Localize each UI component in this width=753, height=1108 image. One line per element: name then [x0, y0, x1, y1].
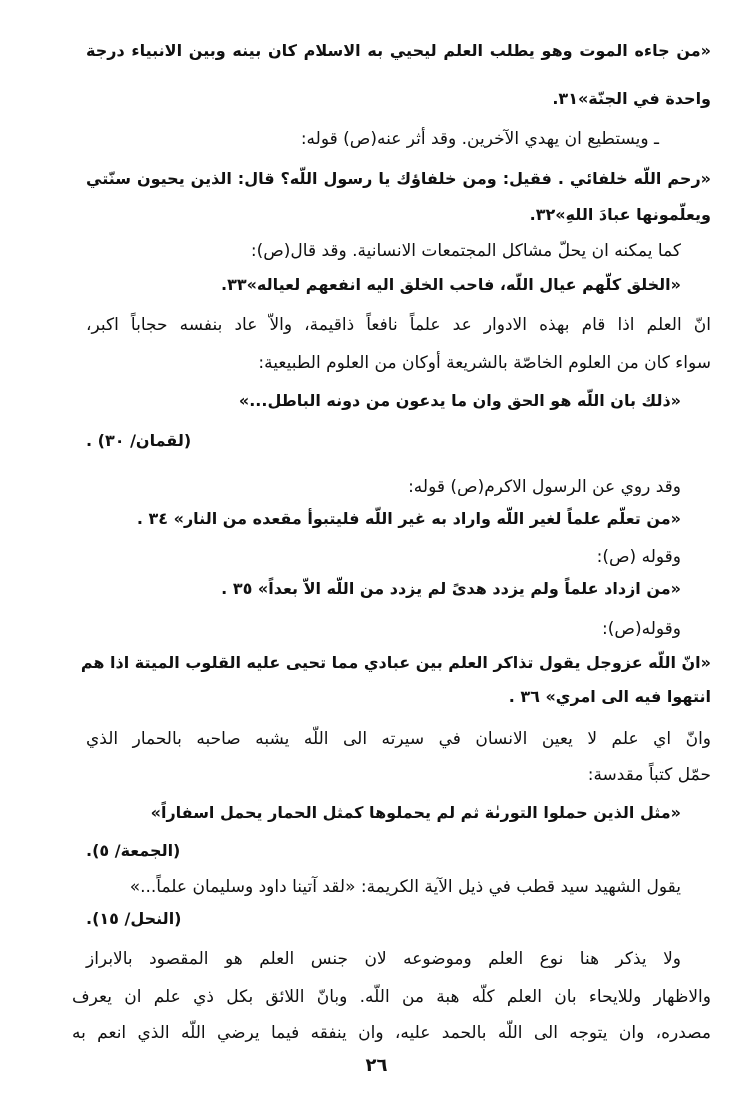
- text-line-6: كما يمكنه ان يحلّ مشاكل المجتمعات الانسانية. وقد قال(ص):: [250, 241, 681, 261]
- text-line-15: «من ازداد علماً ولم يزدد هدىً لم يزدد من اللّه الاّ بعداً» ٣٥ .: [221, 579, 681, 598]
- text-line-25: ولا يذكر هنا نوع العلم وموضوعه لان جنس العلم هو المقصود بالابراز: [86, 949, 681, 969]
- text-line-9: سواء كان من العلوم الخاصّة بالشريعة أوكان من العلوم الطبيعية:: [258, 353, 711, 373]
- text-line-19: وانّ اي علم لا يعين الانسان في سيرته الى اللّه يشبه صاحبه بالحمار الذي: [86, 729, 711, 749]
- text-line-27: مصدره، وان يتوجه الى اللّه بالحمد عليه، وان ينفقه فيما يرضي اللّه الذي انعم به: [72, 1023, 711, 1043]
- text-line-2: واحدة في الجنّة»٣١.: [552, 89, 711, 108]
- text-line-11: (لقمان/ ٣٠) .: [86, 431, 192, 450]
- text-line-12: وقد روي عن الرسول الاكرم(ص) قوله:: [408, 477, 681, 497]
- text-line-14: وقوله (ص):: [596, 547, 681, 567]
- text-line-24: (النحل/ ١٥).: [86, 909, 182, 928]
- text-line-22: (الجمعة/ ٥).: [86, 841, 181, 860]
- text-line-4: «رحم اللّه خلفائي . فقيل: ومن خلفاؤك يا رسول اللّه؟ قال: الذين يحيون سنّتي: [86, 169, 711, 188]
- text-line-7: «الخلق كلّهم عيال اللّه، فاحب الخلق اليه انفعهم لعياله»٣٣.: [220, 275, 681, 294]
- text-line-17: «انّ اللّه عزوجل يقول تذاكر العلم بين عبادي مما تحيى عليه القلوب الميتة اذا هم: [80, 653, 711, 672]
- text-line-26: والاظهار وللايحاء بان العلم كلّه هبة من اللّه. وبانّ اللائق بكل ذي علم ان يعرف: [72, 987, 711, 1007]
- text-line-8: انّ العلم اذا قام بهذه الادوار عد علماً نافعاً ذاقيمة، والاّ عاد بنفسه حجاباً اكبر،: [86, 315, 711, 335]
- text-line-10: «ذلك بان اللّه هو الحق وان ما يدعون من دونه الباطل...»: [238, 391, 681, 410]
- text-line-3: ـ ويستطيع ان يهدي الآخرين. وقد أثر عنه(ص) قوله:: [300, 129, 659, 149]
- text-line-13: «من تعلّم علماً لغير اللّه واراد به غير اللّه فليتبوأ مقعده من النار» ٣٤ .: [136, 509, 681, 528]
- text-line-21: «مثل الذين حملوا التورىٰة ثم لم يحملوها كمثل الحمار يحمل اسفاراً»: [150, 803, 681, 822]
- text-line-23: يقول الشهيد سيد قطب في ذيل الآية الكريمة: «لقد آتينا داود وسليمان علماً...»: [129, 877, 681, 897]
- text-line-18: انتهوا فيه الى امري» ٣٦ .: [508, 687, 711, 706]
- text-line-1: «من جاءه الموت وهو يطلب العلم ليحيي به الاسلام كان بينه وبين الانبياء درجة: [86, 41, 711, 60]
- text-line-20: حمّل كتباً مقدسة:: [587, 765, 711, 785]
- text-line-16: وقوله(ص):: [602, 619, 681, 639]
- text-line-5: ويعلّمونها عبادَ اللهِ»٣٢.: [529, 205, 711, 224]
- page-number: ٢٦: [365, 1055, 388, 1076]
